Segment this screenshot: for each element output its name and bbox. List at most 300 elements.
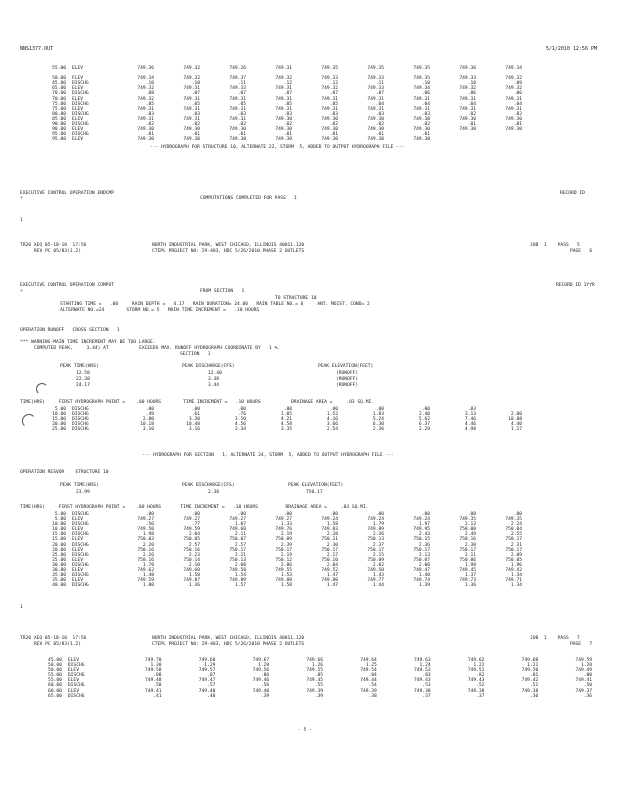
type-cell: ELEV (72, 116, 84, 122)
value-cell: .00 (375, 512, 384, 517)
type-cell: DISCHG (72, 132, 89, 138)
value-cell: 750.07 (229, 537, 246, 543)
value-cell: 749.59 (575, 658, 593, 663)
value-cell: .58 (153, 683, 162, 689)
value-cell: 750.17 (459, 547, 476, 553)
value-cell: .36 (529, 693, 539, 699)
value-cell: 1.79 (372, 522, 384, 528)
run-info-1: TR20 XEQ 05-18-10 17:56 (20, 243, 87, 248)
time-cell: 45.00 (52, 81, 66, 87)
value-cell: 749.55 (275, 568, 292, 574)
time-cell: 50.00 (48, 663, 62, 669)
value-cell: 5.62 (418, 417, 430, 423)
value-cell: 749.51 (467, 668, 485, 674)
value-cell: .02 (237, 122, 246, 128)
time-cell: 70.00 (52, 91, 66, 97)
time-cell: 35.00 (52, 573, 66, 579)
value-cell: .00 (329, 407, 338, 412)
value-cell: 749.30 (505, 127, 522, 133)
value-cell: .02 (375, 122, 384, 128)
value-cell: 3.30 (188, 417, 200, 423)
value-cell: 749.40 (198, 688, 216, 694)
value-cell: 749.32 (321, 86, 338, 92)
value-cell: .02 (467, 111, 476, 117)
discharge-table-2 (32, 407, 592, 432)
value-cell: 749.73 (459, 578, 476, 584)
value-cell: 749.30 (229, 127, 246, 133)
value-cell: 750.10 (321, 557, 338, 563)
value-cell: 1.98 (464, 562, 476, 568)
value-cell: 1.24 (419, 663, 431, 669)
value-cell: 749.40 (252, 688, 270, 694)
value-cell: 4.46 (464, 422, 476, 428)
scan-mark-icon (36, 383, 48, 395)
time-cell: 90.00 (52, 127, 66, 133)
value-cell: 749.30 (275, 137, 292, 143)
struct-peak-discharge-value: 2.38 (208, 490, 220, 495)
value-cell: 749.24 (321, 517, 338, 523)
value-cell: .39 (314, 693, 323, 699)
time-cell: 15.00 (52, 532, 66, 538)
value-cell: 749.59 (137, 578, 154, 584)
type-cell: FLEV (72, 76, 84, 82)
value-cell: 750.17 (413, 547, 430, 553)
project-title-1: NORTH INDUSTRIAL PARK, WEST CHICAGO, ILLINOIS 40011.120 (152, 243, 305, 248)
value-cell: 749.35 (367, 66, 384, 71)
file-name: NNS1377.OUT (20, 46, 54, 52)
value-cell: 1.83 (372, 412, 384, 418)
type-cell: DISCHG (67, 693, 85, 699)
value-cell: 749.45 (306, 678, 323, 684)
value-cell: 749.30 (321, 137, 338, 143)
time-cell: 5.00 (54, 407, 66, 412)
value-cell: 10.18 (140, 422, 154, 428)
value-cell: 2.80 (142, 417, 154, 423)
time-cell: 10.00 (52, 522, 66, 528)
type-cell: DISCHG (67, 663, 85, 669)
value-cell: 749.31 (505, 96, 522, 102)
value-cell: 749.41 (575, 678, 593, 684)
value-cell: 750.17 (229, 547, 246, 553)
value-cell: 750.11 (321, 537, 338, 543)
value-cell: 2.36 (418, 542, 430, 548)
time-cell: 50.00 (48, 668, 62, 674)
value-cell: 749.32 (275, 76, 292, 82)
value-cell: 749.31 (183, 86, 200, 92)
value-cell: 750.17 (321, 547, 338, 553)
struct-peak-elevation-header: PEAK ELEVATION(FEET) (288, 483, 344, 488)
value-cell: .02 (421, 122, 430, 128)
type-cell: DISCHG (72, 532, 89, 538)
value-cell: .51 (529, 683, 539, 689)
value-cell: 4.98 (464, 427, 476, 433)
value-cell: 749.27 (229, 517, 246, 523)
value-cell: 749.58 (229, 568, 246, 574)
time-cell: 60.00 (48, 688, 62, 694)
value-cell: 749.31 (137, 106, 154, 112)
value-cell: 749.54 (360, 668, 377, 674)
value-cell: 2.00 (418, 562, 430, 568)
operation-runoff-title: OPERATION RUNOFF CROSS SECTION 1 (20, 328, 120, 333)
value-cell: 2.30 (326, 542, 338, 548)
type-cell: ELEV (72, 547, 84, 553)
value-cell: 749.30 (459, 127, 476, 133)
value-cell: .00 (375, 407, 384, 412)
value-cell: 750.15 (413, 537, 430, 543)
value-cell: 1.29 (204, 663, 216, 669)
type-cell: DISCHG (72, 101, 89, 107)
peak-elevation-value: (RUNOFF) (336, 383, 359, 388)
value-cell: .82 (476, 673, 485, 679)
elevation-discharge-table-1 (32, 66, 592, 142)
value-cell: 1.22 (473, 663, 485, 669)
value-cell: .81 (529, 673, 539, 679)
value-cell: .88 (153, 673, 162, 679)
value-cell: .02 (283, 122, 292, 128)
value-cell: .01 (145, 132, 154, 138)
value-cell: .10 (191, 81, 200, 87)
time-cell: 10.00 (52, 412, 66, 418)
value-cell: 749.31 (229, 96, 246, 102)
value-cell: 2.06 (280, 562, 292, 568)
value-cell: 749.31 (367, 106, 384, 112)
value-cell: 749.32 (183, 76, 200, 82)
value-cell: 749.31 (183, 106, 200, 112)
value-cell: .10 (145, 81, 154, 87)
table-3-header: TIME(HRS) FIRST HYDROGRAPH POINT = .00 HOURS TIME INCREMENT = .10 HOURS DRAINAGE AREA = .03 SQ.MI. (20, 505, 369, 510)
value-cell: 749.83 (321, 527, 338, 533)
value-cell: 749.35 (413, 66, 430, 71)
value-cell: 749.49 (575, 668, 593, 674)
value-cell: 749.33 (459, 76, 476, 82)
value-cell: 2.31 (510, 542, 522, 548)
value-cell: 2.13 (418, 552, 430, 558)
value-cell: 750.07 (413, 557, 430, 563)
value-cell: .50 (583, 683, 593, 689)
value-cell: .49 (145, 412, 154, 418)
value-cell: 1.78 (142, 562, 154, 568)
type-cell: DISCHG (72, 562, 89, 568)
value-cell: 749.31 (137, 116, 154, 122)
value-cell: 1.47 (326, 583, 338, 589)
page-number-2: PAGE 7 (570, 642, 593, 647)
value-cell: 749.50 (137, 527, 154, 533)
value-cell: 749.55 (306, 668, 323, 674)
value-cell: 1.07 (234, 522, 246, 528)
type-cell: ELEV (67, 658, 79, 663)
value-cell: 749.76 (275, 527, 292, 533)
value-cell: 749.31 (183, 116, 200, 122)
value-cell: 2.23 (188, 552, 200, 558)
value-cell: 749.26 (229, 66, 246, 71)
peak-time-value: 24.17 (76, 383, 90, 388)
type-cell: ELEV (72, 527, 84, 533)
time-cell: 55.00 (48, 678, 62, 684)
value-cell: 749.24 (367, 517, 384, 523)
to-structure: TO STRUCTURE 10 (275, 296, 317, 301)
value-cell: .76 (237, 412, 246, 418)
value-cell: .07 (191, 91, 200, 97)
value-cell: 2.04 (188, 532, 200, 538)
value-cell: .04 (513, 101, 522, 107)
value-cell: 749.46 (252, 678, 270, 684)
type-cell: DISCHG (72, 122, 89, 128)
value-cell: .00 (421, 512, 430, 517)
value-cell: 1.17 (510, 427, 522, 433)
value-cell: 749.30 (413, 137, 430, 143)
type-cell: ELEV (72, 568, 84, 574)
hydrograph-note-1: --- HYDROGRAPH FOR STRUCTURE 10, ALTERNATE 22, STORM 5, ADDED TO OUTPUT HYDROGRAPH FILE --- (150, 145, 405, 150)
type-cell: DISCHG (72, 512, 89, 517)
time-cell: 15.00 (52, 417, 66, 423)
time-cell: 65.00 (48, 693, 62, 699)
value-cell: 749.30 (413, 127, 430, 133)
value-cell: .84 (368, 673, 377, 679)
value-cell: 749.38 (414, 688, 431, 694)
value-cell: 749.34 (505, 66, 522, 71)
value-cell: 749.34 (137, 76, 154, 82)
value-cell: 749.30 (183, 127, 200, 133)
value-cell: 750.16 (137, 547, 154, 553)
value-cell: 5.24 (372, 417, 384, 423)
value-cell: 749.60 (521, 658, 539, 663)
value-cell: .83 (422, 673, 431, 679)
value-cell: 749.30 (459, 116, 476, 122)
value-cell: .56 (145, 522, 154, 528)
exec-control-title-2: EXECUTIVE CONTROL OPERATION COMPUT (20, 283, 115, 288)
value-cell: 749.36 (459, 66, 476, 71)
value-cell: 749.70 (144, 658, 162, 663)
value-cell: 4.21 (280, 417, 292, 423)
value-cell: .08 (145, 91, 154, 97)
type-cell: DISCHG (72, 81, 89, 87)
value-cell: .86 (260, 673, 270, 679)
value-cell: 749.71 (505, 578, 522, 584)
value-cell: 1.26 (311, 663, 323, 669)
peak-elevation-value: (RUNOFF) (336, 377, 359, 382)
from-section: FROM SECTION 1 (200, 289, 245, 294)
value-cell: 749.59 (183, 527, 200, 533)
value-cell: .37 (476, 693, 485, 699)
time-cell: 95.00 (52, 137, 66, 143)
peak-discharge-header: PEAK DISCHARGE(CFS) (182, 364, 235, 369)
value-cell: 749.64 (360, 658, 377, 663)
exec-control-title-1: EXECUTIVE CONTROL OPERATION ENDCMP (20, 191, 115, 196)
value-cell: 749.44 (360, 678, 377, 684)
value-cell: 749.56 (252, 668, 270, 674)
record-id-1: RECORD ID (560, 191, 585, 196)
value-cell: 750.17 (275, 547, 292, 553)
value-cell: 1.58 (188, 573, 200, 579)
value-cell: .06 (513, 91, 522, 97)
elevation-discharge-table-3 (32, 512, 592, 588)
value-cell: 1.20 (580, 663, 593, 669)
value-cell: 2.11 (234, 532, 246, 538)
value-cell: 1.58 (326, 522, 338, 528)
value-cell: 2.19 (280, 552, 292, 558)
value-cell: 3.35 (280, 427, 292, 433)
value-cell: 749.31 (275, 106, 292, 112)
value-cell: 749.30 (321, 116, 338, 122)
value-cell: 749.35 (459, 517, 476, 523)
value-cell: 2.15 (372, 552, 384, 558)
type-cell: DISCHG (72, 91, 89, 97)
value-cell: .02 (145, 122, 154, 128)
value-cell: 2.24 (510, 522, 522, 528)
value-cell: 749.48 (144, 678, 162, 684)
value-cell: 749.31 (229, 116, 246, 122)
value-cell: 749.33 (367, 86, 384, 92)
value-cell: .01 (283, 132, 292, 138)
value-cell: 749.62 (467, 658, 485, 663)
value-cell: 749.67 (252, 658, 270, 663)
value-cell: 749.30 (137, 137, 154, 143)
value-cell: 749.31 (321, 96, 338, 102)
value-cell: 2.55 (510, 532, 522, 538)
value-cell: 2.09 (510, 552, 522, 558)
value-cell: 10.88 (508, 417, 522, 423)
type-cell: DISCHG (72, 412, 89, 418)
value-cell: .61 (191, 412, 200, 418)
value-cell: 1.21 (527, 663, 539, 669)
value-cell: 749.31 (459, 96, 476, 102)
time-cell: 60.00 (48, 683, 62, 689)
value-cell: 1.97 (418, 522, 430, 528)
value-cell: .00 (191, 407, 200, 412)
value-cell: .00 (329, 512, 338, 517)
value-cell: 750.17 (505, 537, 522, 543)
value-cell: 749.34 (413, 86, 430, 92)
page-marker-1: 1 (20, 218, 23, 223)
section-label: SECTION 1 (180, 352, 211, 357)
value-cell: .02 (329, 122, 338, 128)
value-cell: 749.30 (505, 116, 522, 122)
value-cell: .41 (153, 693, 162, 699)
peak-discharge-value: 3.38 (208, 377, 220, 382)
value-cell: .04 (375, 101, 384, 107)
value-cell: 749.60 (183, 568, 200, 574)
value-cell: .03 (237, 111, 246, 117)
alternate-parameters: ALTERNATE NO.=24 STORM NO.= 5 MAIN TIME INCREMENT = .10 HOURS (60, 308, 260, 313)
value-cell: 750.06 (459, 557, 476, 563)
value-cell: .85 (314, 673, 323, 679)
time-cell: 90.00 (52, 122, 66, 128)
value-cell: 1.33 (280, 522, 292, 528)
value-cell: .56 (260, 683, 270, 689)
value-cell: 6.37 (418, 422, 430, 428)
type-cell: DISCHG (72, 522, 89, 528)
value-cell: .07 (283, 91, 292, 97)
value-cell: 749.45 (459, 568, 476, 574)
value-cell: 749.68 (198, 658, 216, 663)
type-cell: ELEV (67, 678, 79, 684)
value-cell: .01 (237, 132, 246, 138)
value-cell: 1.52 (326, 412, 338, 418)
value-cell: .00 (513, 512, 522, 517)
type-cell: ELEV (72, 86, 84, 92)
value-cell: 750.05 (505, 557, 522, 563)
peak-discharge-value: 12.40 (208, 371, 222, 376)
value-cell: 2.13 (464, 522, 476, 528)
value-cell: 749.63 (414, 658, 431, 663)
value-cell: 749.30 (367, 116, 384, 122)
value-cell: .52 (476, 683, 485, 689)
time-cell: 70.00 (52, 96, 66, 102)
struct-peak-time-header: PEAK TIME(HRS) (60, 483, 99, 488)
value-cell: .57 (207, 683, 216, 689)
value-cell: 749.31 (367, 96, 384, 102)
value-cell: .04 (467, 101, 476, 107)
value-cell: 2.40 (418, 412, 430, 418)
value-cell: 1.05 (280, 412, 292, 418)
value-cell: 2.26 (142, 552, 154, 558)
value-cell: 749.30 (275, 116, 292, 122)
value-cell: 749.24 (413, 517, 430, 523)
value-cell: 749.80 (321, 578, 338, 584)
struct-peak-elevation-value: 750.17 (306, 490, 323, 495)
value-cell: 749.33 (229, 86, 246, 92)
value-cell: 3.34 (234, 427, 246, 433)
value-cell: 2.20 (142, 542, 154, 548)
value-cell: .55 (314, 683, 323, 689)
value-cell: 749.32 (183, 66, 200, 71)
value-cell: 749.41 (144, 688, 162, 694)
value-cell: .00 (237, 407, 246, 412)
job-pass-2: JOB 1 PASS 7 (530, 636, 580, 641)
time-cell: 25.00 (52, 552, 66, 558)
value-cell: 6.30 (372, 422, 384, 428)
value-cell: 2.38 (464, 542, 476, 548)
value-cell: 749.74 (413, 578, 430, 584)
value-cell: 7.46 (464, 417, 476, 423)
type-cell: DISCHG (72, 422, 89, 428)
struct-peak-time-value: 23.99 (76, 490, 90, 495)
value-cell: 750.04 (505, 527, 522, 533)
value-cell: 749.33 (367, 76, 384, 82)
value-cell: 3.66 (326, 422, 338, 428)
time-cell: 35.00 (52, 578, 66, 584)
type-cell: DISCHG (72, 552, 89, 558)
value-cell: 749.50 (367, 568, 384, 574)
value-cell: 1.34 (510, 573, 522, 579)
value-cell: .00 (283, 407, 292, 412)
value-cell: .80 (583, 673, 593, 679)
type-cell: DISCHG (67, 673, 85, 679)
value-cell: 750.17 (505, 547, 522, 553)
time-cell: 20.00 (52, 547, 66, 553)
page-marker-2: 1 (20, 605, 23, 610)
table-2-header: TIME(HRS) FIRST HYDROGRAPH POINT = .00 HOURS TIME INCREMENT = .10 HOURS DRAINAGE AREA = .03 SQ.MI. (20, 400, 375, 405)
table-row (32, 427, 592, 432)
value-cell: 2.17 (326, 552, 338, 558)
time-cell: 40.00 (52, 583, 66, 589)
type-cell: ELEV (72, 537, 84, 543)
peak-time-value: 12.58 (76, 371, 90, 376)
page-number-1: PAGE 6 (570, 249, 593, 254)
value-cell: .07 (329, 91, 338, 97)
time-cell: 45.00 (48, 658, 62, 663)
value-cell: 1.30 (150, 663, 162, 669)
value-cell: 749.31 (183, 96, 200, 102)
value-cell: 749.27 (275, 517, 292, 523)
value-cell: 749.31 (275, 96, 292, 102)
value-cell: 1.25 (365, 663, 377, 669)
value-cell: .12 (283, 81, 292, 87)
type-cell: ELEV (72, 517, 84, 523)
value-cell: 2.36 (372, 427, 384, 433)
time-cell: 85.00 (52, 116, 66, 122)
type-cell: ELEV (72, 137, 84, 143)
